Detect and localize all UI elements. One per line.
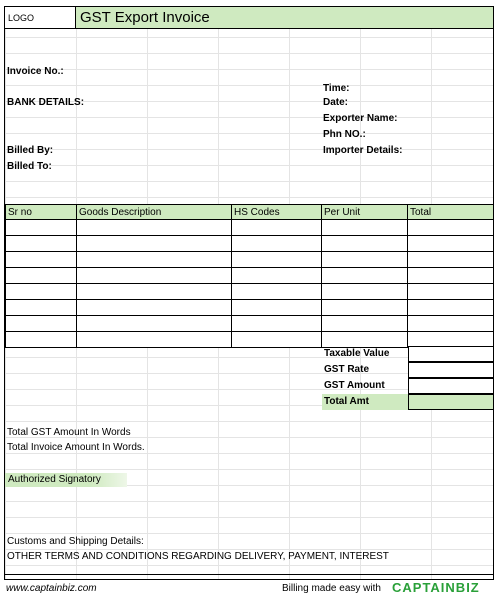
table-cell[interactable] (232, 268, 322, 284)
table-row (6, 220, 495, 236)
table-cell[interactable] (408, 300, 495, 316)
table-cell[interactable] (408, 268, 495, 284)
col-total: Total (408, 205, 495, 220)
terms-conditions: OTHER TERMS AND CONDITIONS REGARDING DELIVERY, PAYMENT, INTEREST (7, 551, 389, 562)
table-cell[interactable] (322, 300, 408, 316)
table-cell[interactable] (232, 220, 322, 236)
col-sr-no: Sr no (6, 205, 77, 220)
invoice-no-label: Invoice No.: (7, 66, 64, 77)
table-cell[interactable] (322, 268, 408, 284)
logo: LOGO (5, 7, 76, 29)
footer-tagline: Billing made easy with (282, 583, 381, 594)
table-cell[interactable] (232, 332, 322, 348)
table-row (6, 300, 495, 316)
time-label: Time: (323, 83, 350, 94)
gst-amount-field[interactable] (408, 378, 494, 394)
items-table (5, 204, 494, 348)
total-amt-label: Total Amt (322, 394, 408, 410)
taxable-value-row (322, 346, 494, 362)
table-row (6, 268, 495, 284)
table-cell[interactable] (77, 300, 232, 316)
table-row (6, 284, 495, 300)
col-hs-codes: HS Codes (232, 205, 322, 220)
invoice-amount-words: Total Invoice Amount In Words. (7, 442, 145, 453)
taxable-value-field[interactable] (408, 346, 494, 362)
table-cell[interactable] (408, 284, 495, 300)
table-cell[interactable] (408, 252, 495, 268)
items-header-row (6, 205, 495, 220)
table-cell[interactable] (322, 284, 408, 300)
billed-by-label: Billed By: (7, 145, 54, 156)
table-cell[interactable] (77, 332, 232, 348)
importer-details-label: Importer Details: (323, 145, 403, 156)
phone-label: Phn NO.: (323, 129, 366, 140)
table-cell[interactable] (6, 236, 77, 252)
table-cell[interactable] (322, 236, 408, 252)
table-cell[interactable] (77, 252, 232, 268)
table-cell[interactable] (322, 252, 408, 268)
authorized-signatory: Authorized Signatory (5, 473, 127, 487)
table-cell[interactable] (6, 300, 77, 316)
table-row (6, 252, 495, 268)
billed-to-label: Billed To: (7, 161, 52, 172)
gst-rate-row (322, 362, 494, 378)
footer-url[interactable]: www.captainbiz.com (6, 583, 97, 594)
col-per-unit: Per Unit (322, 205, 408, 220)
gst-amount-words: Total GST Amount In Words (7, 427, 131, 438)
bottom-rule (5, 574, 494, 575)
table-cell[interactable] (77, 220, 232, 236)
table-cell[interactable] (232, 284, 322, 300)
taxable-value-label: Taxable Value (324, 348, 390, 359)
total-amt-row (322, 394, 494, 410)
gst-amount-row (322, 378, 494, 394)
table-cell[interactable] (232, 236, 322, 252)
col-goods-description: Goods Description (77, 205, 232, 220)
total-amt-field[interactable] (408, 394, 494, 410)
table-cell[interactable] (6, 268, 77, 284)
table-cell[interactable] (322, 316, 408, 332)
table-cell[interactable] (77, 316, 232, 332)
gst-amount-label: GST Amount (324, 380, 385, 391)
table-row (6, 236, 495, 252)
table-cell[interactable] (6, 332, 77, 348)
table-cell[interactable] (6, 316, 77, 332)
table-cell[interactable] (77, 268, 232, 284)
table-cell[interactable] (232, 316, 322, 332)
table-cell[interactable] (77, 284, 232, 300)
table-cell[interactable] (232, 252, 322, 268)
gst-rate-label: GST Rate (324, 364, 370, 375)
table-cell[interactable] (6, 220, 77, 236)
gst-rate-field[interactable] (408, 362, 494, 378)
table-cell[interactable] (232, 300, 322, 316)
invoice-sheet (4, 6, 494, 580)
table-cell[interactable] (6, 252, 77, 268)
table-cell[interactable] (408, 316, 495, 332)
table-cell[interactable] (408, 236, 495, 252)
brand-logo: CAPTAINBIZ (392, 580, 480, 595)
table-cell[interactable] (408, 220, 495, 236)
date-label: Date: (323, 97, 349, 108)
table-cell[interactable] (6, 284, 77, 300)
customs-shipping-details: Customs and Shipping Details: (7, 536, 144, 547)
table-row (6, 316, 495, 332)
exporter-name-label: Exporter Name: (323, 113, 398, 124)
invoice-title: GST Export Invoice (76, 7, 494, 29)
bank-details-label: BANK DETAILS: (7, 97, 85, 108)
table-cell[interactable] (77, 236, 232, 252)
table-cell[interactable] (322, 220, 408, 236)
